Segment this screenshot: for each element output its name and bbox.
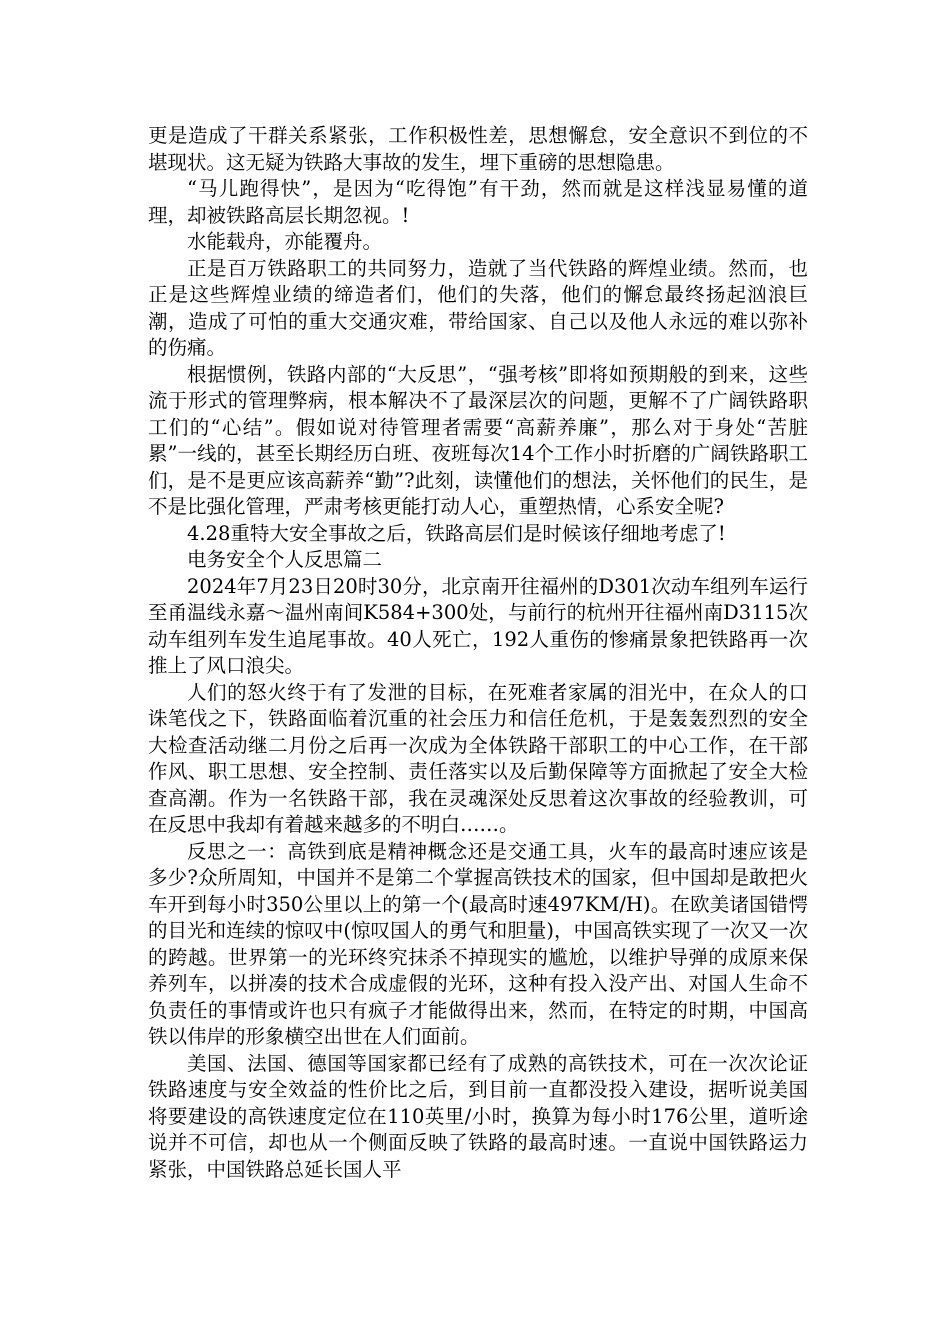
document-body: [148, 123, 808, 1183]
paragraph-1: 更是造成了干群关系紧张，工作积极性差，思想懈怠，安全意识不到位的不堪现状。这无疑为铁路大事故的发生，埋下重磅的思想隐患。: [148, 124, 808, 174]
paragraph-2: “马儿跑得快”，是因为“吃得饱”有干劲，然而就是这样浅显易懂的道理，却被铁路高层长期忽视。!: [148, 177, 808, 227]
paragraph-10: 反思之一：高铁到底是精神概念还是交通工具，火车的最高时速应该是多少?众所周知，中国并不是第二个掌握高铁技术的国家，但中国却是敢把火车开到每小时350公里以上的第一个(最高时速497KM/H)。在欧美诸国错愕的目光和连续的惊叹中(惊叹国人的勇气和胆量)，中国高铁实现了一次又一次的跨越。世界第一的光环终究抹杀不掉现实的尴尬，以维护导弹的成原来保养列车，以拼凑的技术合成虚假的光环，这种有投入没产出、对国人生命不负责任的事情或许也只有疯子才能做得出来，然而，在特定的时期，中国高铁以伟岸的形象横空出世在人们面前。: [148, 839, 808, 1048]
paragraph-9: 人们的怒火终于有了发泄的目标，在死难者家属的泪光中，在众人的口诛笔伐之下，铁路面临着沉重的社会压力和信任危机，于是轰轰烈烈的安全大检查活动继二月份之后再一次成为全体铁路干部职工的中心工作，在干部作风、职工思想、安全控制、责任落实以及后勤保障等方面掀起了安全大检查高潮。作为一名铁路干部，我在灵魂深处反思着这次事故的经验教训，可在反思中我却有着越来越多的不明白……。: [148, 680, 808, 836]
section-heading: 电务安全个人反思篇二: [187, 548, 383, 571]
paragraph-11: 美国、法国、德国等国家都已经有了成熟的高铁技术，可在一次次论证铁路速度与安全效益的性价比之后，到目前一直都没投入建设，据听说美国将要建设的高铁速度定位在110英里/小时，换算为每小时176公里，道听途说并不可信，却也从一个侧面反映了铁路的最高时速。一直说中国铁路运力紧张，中国铁路总延长国人平: [148, 1051, 808, 1181]
paragraph-6: 4.28重特大安全事故之后，铁路高层们是时候该仔细地考虑了!: [187, 521, 726, 545]
paragraph-8: 2024年7月23日20时30分，北京南开往福州的D301次动车组列车运行至甬温线永嘉～温州南间K584+300处，与前行的杭州开往福州南D3115次动车组列车发生追尾事故。40人死亡，192人重伤的惨痛景象把铁路再一次推上了风口浪尖。: [148, 574, 808, 677]
paragraph-5: 根据惯例，铁路内部的“大反思”，“强考核”即将如预期般的到来，这些流于形式的管理弊病，根本解决不了最深层次的问题，更解不了广阔铁路职工们的“心结”。假如说对待管理者需要“高薪养廉”，那么对于身处“苦脏累”一线的，甚至长期经历白班、夜班每次14个工作小时折磨的广阔铁路职工们，是不是更应该高薪养“勤”?此刻，读懂他们的想法，关怀他们的民生，是不是比强化管理，严肃考核更能打动人心，重塑热情，心系安全呢?: [148, 362, 808, 518]
paragraph-4: 正是百万铁路职工的共同努力，造就了当代铁路的辉煌业绩。然而，也正是这些辉煌业绩的缔造者们，他们的失落，他们的懈怠最终扬起汹浪巨潮，造成了可怕的重大交通灾难，带给国家、自己以及他人永远的难以弥补的伤痛。: [148, 256, 808, 359]
paragraph-3: 水能载舟，亦能覆舟。: [187, 230, 383, 253]
